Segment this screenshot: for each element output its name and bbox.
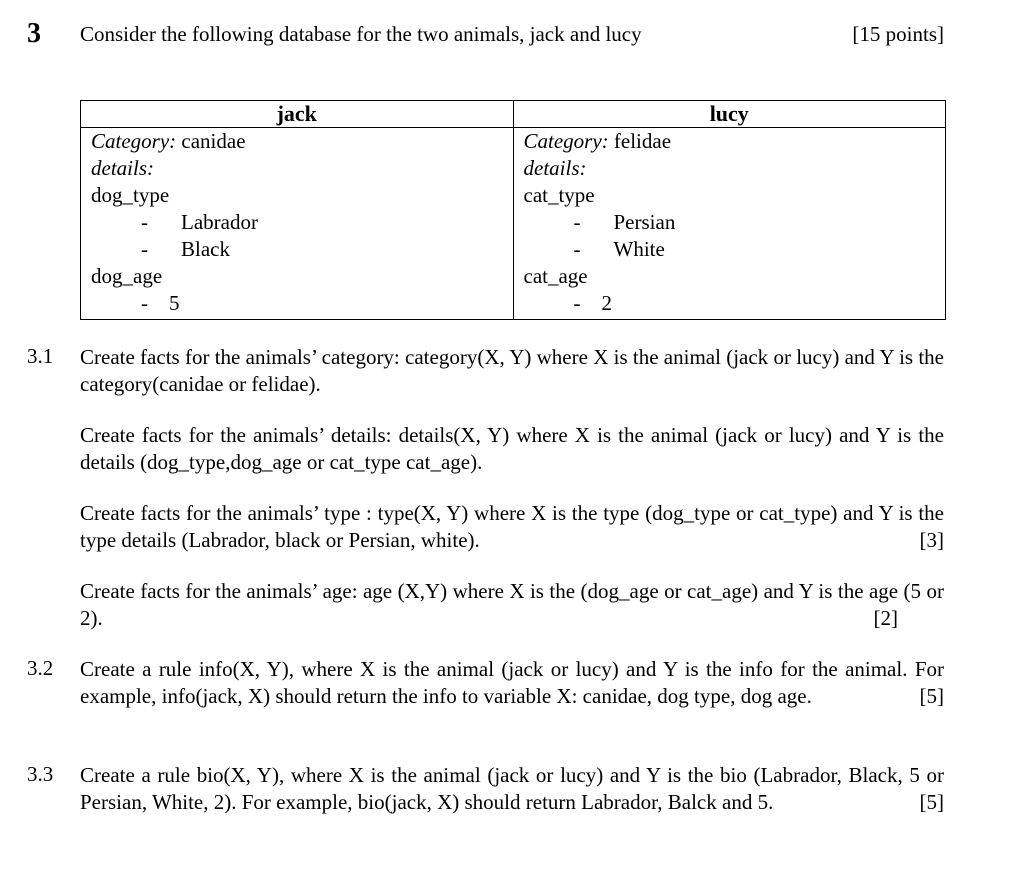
lucy-type-key: cat_type [523,183,595,207]
list-item [524,209,936,236]
lucy-category-value: felidae [608,129,672,153]
list-item [524,290,936,317]
animal-database-table [80,100,946,320]
jack-category-label: Category: [91,129,177,153]
jack-age-key: dog_age [91,264,163,288]
subquestion-number-3-3: 3.3 [27,762,54,786]
lucy-type-item: Persian [613,210,676,234]
points-marker: [2] [873,606,898,630]
table-header-lucy: lucy [513,101,946,128]
list-item [524,236,936,263]
list-item [91,209,503,236]
paragraph-text: Create a rule bio(X, Y), where X is the animal (jack or lucy) and Y is the bio (Labrador, Black, 5 or Persian, White, 2). For example, bio(jack, X) should return Labrador, Balck and 5. [80,763,944,814]
lucy-category-label: Category: [523,129,609,153]
list-item [91,290,503,317]
lucy-age-item: 2 [601,291,612,315]
paragraph-text: Create a rule info(X, Y), where X is the animal (jack or lucy) and Y is the info for the animal. For example, info(jack, X) should return the info to variable X: canidae, dog type, dog age. [80,657,944,708]
subquestion-3-1-paragraph-3 [80,500,944,554]
subquestion-3-3-paragraph [80,762,944,816]
paragraph-text: Create facts for the animals’ age: age (X,Y) where X is the (dog_age or cat_age) and Y is the age (5 or 2). [80,579,944,630]
jack-details-label: details: [91,156,154,180]
list-dash: - [141,237,148,261]
question-points: [15 points] [852,22,944,46]
subquestion-3-1-paragraph-2 [80,422,944,476]
paragraph-text: Create facts for the animals’ category: category(X, Y) where X is the animal (jack or lucy) and Y is the category(canidae or felidae). [80,345,944,396]
subquestion-3-2-paragraph [80,656,944,710]
list-dash: - [141,291,148,315]
table-cell-jack [81,128,514,320]
lucy-age-key: cat_age [523,264,588,288]
list-dash: - [573,291,581,315]
paragraph-text: Create facts for the animals’ details: details(X, Y) where X is the animal (jack or lucy) and Y is the details (dog_type,dog_age or cat_type cat_age). [80,423,944,474]
list-item [91,236,503,263]
jack-category-value: canidae [176,129,246,153]
lucy-details-label: details: [523,156,587,180]
list-dash: - [141,210,148,234]
lucy-type-item: White [613,237,665,261]
lucy-category-line [524,128,936,155]
jack-category-line [91,128,503,155]
subquestion-3-1-paragraph-1 [80,344,944,398]
subquestion-number-3-2: 3.2 [27,656,54,680]
jack-type-item: Black [181,237,230,261]
table-header-jack: jack [81,101,514,128]
paragraph-text: Create facts for the animals’ type : type(X, Y) where X is the type (dog_type or cat_type) and Y is the type details (Labrador, black or Persian, white). [80,501,944,552]
points-marker: [5] [919,790,944,814]
points-marker: [5] [919,684,944,708]
question-number: 3 [27,18,41,49]
list-dash: - [573,210,581,234]
list-dash: - [573,237,581,261]
subquestion-3-1-paragraph-4 [80,578,944,632]
jack-age-item: 5 [169,291,180,315]
points-marker: [3] [919,528,944,552]
jack-type-key: dog_type [91,183,170,207]
jack-type-item: Labrador [181,210,258,234]
subquestion-number-3-1: 3.1 [27,344,54,368]
question-title: Consider the following database for the two animals, jack and lucy [80,22,642,46]
table-cell-lucy [513,128,946,320]
